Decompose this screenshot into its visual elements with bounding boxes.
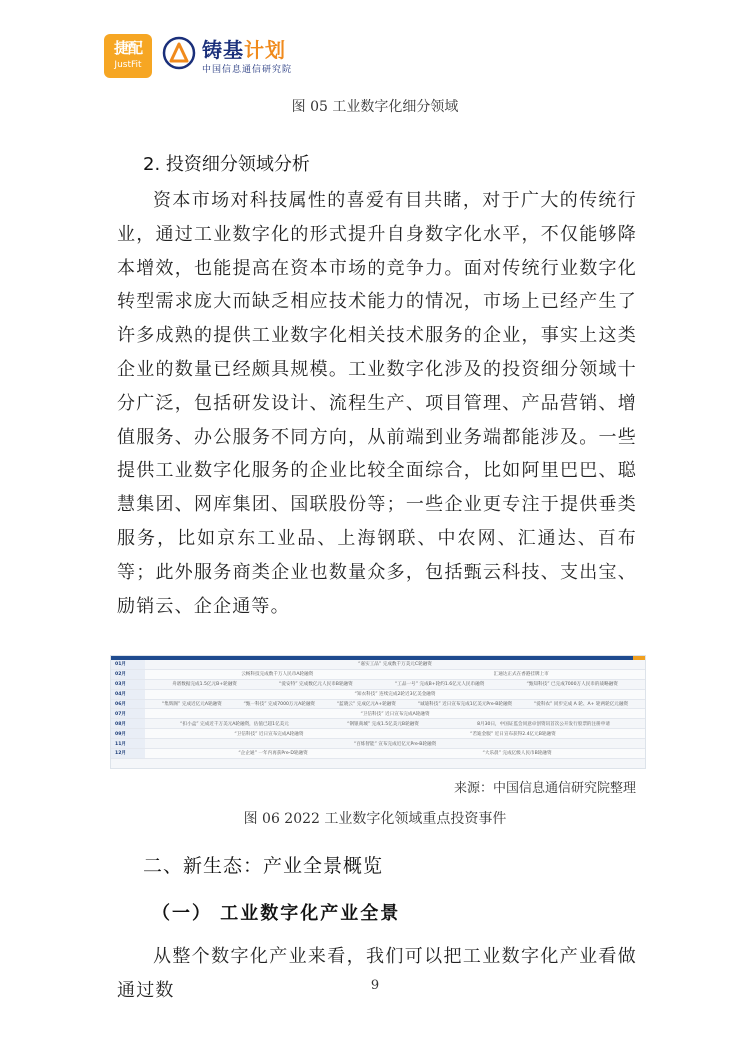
- timeline-events: [145, 701, 645, 707]
- timeline-month: 11月: [111, 739, 145, 748]
- org-title: 铸基计划: [202, 38, 286, 62]
- timeline-event: “甄一科技” 完成7000万元A轮融资: [243, 702, 316, 707]
- timeline-event: “卫信科技” 近日宣布完成A轮融资: [234, 731, 304, 737]
- timeline-month: 07月: [111, 709, 145, 718]
- timeline-event: “扣小盒” 完成近千万美元A轮融资，估值已超1亿美元: [180, 721, 289, 727]
- timeline-row: [111, 670, 645, 680]
- timeline-event: “集辉阁” 完成近亿元A轮融资: [161, 702, 222, 707]
- timeline-month: 09月: [111, 729, 145, 738]
- figure-06-caption: 图 06 2022 工业数字化领域重点投资事件: [243, 811, 507, 827]
- timeline-month: 06月: [111, 700, 145, 709]
- timeline-month: 01月: [111, 660, 145, 669]
- timeline-event: “卫信科技” 近日宣布完成A轮融资: [360, 711, 430, 717]
- timeline-event: “诚迪科技” 近日宣布完成1亿美元Pre-B轮融资: [417, 702, 513, 707]
- timeline-events: [145, 681, 645, 687]
- section-heading: 2. 投资细分领域分析: [143, 154, 310, 175]
- timeline-event: “知衣科技” 连续完成2轮近3亿美金融资: [354, 692, 436, 698]
- timeline-event: 汇通达正式在香港挂牌上市: [493, 672, 549, 678]
- timeline-event: “百炼智能” 宣布完成近亿元Pre-B轮融资: [353, 741, 437, 747]
- timeline-event: “甄知科技” 已完成7000万人民币的战略融资: [526, 682, 618, 688]
- paragraph-text: 资本市场对科技属性的喜爱有目共睹，对于广大的传统行业，通过工业数字化的形式提升自身数字化水平，不仅能够降本增效，也能提高在资本市场的竞争力。面对传统行业数字化转型需求庞大而缺乏相应技术能力的情况，市场上已经产生了许多成熟的提供工业数字化相关技术服务的企业，事实上这类企业的数量已经颇具规模。工业数字化涉及的投资细分领域十分广泛，包括研发设计、流程生产、项目管理、产品营销、增值服务、办公服务不同方向，从前端到业务端都能涉及。一些提供工业数字化服务的企业比较全面综合，比如阿里巴巴、聪慧集团、网库集团、国联股份等；一些企业更专注于提供垂类服务，比如京东工业品、上海钢联、中农网、汇通达、百布等；此外服务商类企业也数量众多，包括甄云科技、支出宝、励销云、企企通等。: [117, 190, 637, 617]
- body-paragraph-2: [117, 940, 637, 1008]
- timeline-row: [111, 749, 645, 759]
- timeline-event: “爱安特” 完成数亿元人民币B轮融资: [279, 682, 353, 688]
- sub-heading: （一） 工业数字化产业全景: [152, 903, 401, 924]
- timeline-events: [145, 671, 645, 677]
- timeline-rows: [111, 660, 645, 759]
- page-number: 9: [370, 978, 380, 993]
- timeline-events: [145, 691, 645, 697]
- timeline-events: [145, 661, 645, 667]
- timeline-row: [111, 690, 645, 700]
- timeline-row: [111, 709, 645, 719]
- timeline-event: “若迪金服” 近日宣布获得2.4亿元B轮融资: [470, 731, 556, 737]
- timeline-event: “钢银商城” 完成1.5亿美元B轮融资: [347, 721, 419, 727]
- investment-timeline-figure: [110, 655, 646, 769]
- source-note: 来源：中国信息通信研究院整理: [453, 781, 636, 796]
- timeline-events: [145, 711, 645, 717]
- org-subtitle: 中国信息通信研究院: [202, 65, 293, 75]
- figure-05-caption: 图 05 工业数字化细分领域: [291, 99, 459, 115]
- justfit-logo: [104, 34, 152, 78]
- timeline-row: [111, 680, 645, 690]
- paragraph-2-text: 从整个数字化产业来看，我们可以把工业数字化产业看做通过数: [117, 946, 637, 1001]
- timeline-event: 8月30日，中国证监会同意卓创资讯首次公开发行股票的注册申请: [477, 721, 610, 727]
- zhuji-logo-icon: [162, 36, 196, 70]
- chapter-heading: 二、新生态：产业全景概览: [143, 855, 384, 877]
- timeline-row: [111, 700, 645, 710]
- timeline-events: [145, 721, 645, 727]
- timeline-events: [145, 731, 645, 737]
- timeline-event: “爱科农” 同步完成 A 轮、A+ 轮两轮亿元融资: [533, 702, 629, 707]
- timeline-event: “大乐晨” 完成亿级人民币B轮融资: [482, 751, 552, 757]
- timeline-month: 08月: [111, 719, 145, 728]
- timeline-event: 舟谱数据完成1.5亿元B+轮融资: [172, 682, 237, 688]
- timeline-event: “企企通” 一年内再获Pre-D轮融资: [238, 751, 308, 757]
- timeline-event: “蓝晓云” 完成亿元A+轮融资: [336, 702, 396, 707]
- timeline-event: 云畅科技完成数千万人民币A轮融资: [241, 672, 314, 678]
- timeline-event: “嘉实工品” 完成数千万美元C轮融资: [358, 662, 432, 668]
- timeline-row: [111, 660, 645, 670]
- timeline-events: [145, 750, 645, 756]
- timeline-month: 03月: [111, 680, 145, 689]
- timeline-header-bar: [111, 656, 645, 660]
- timeline-month: 12月: [111, 749, 145, 758]
- body-paragraph: [117, 184, 637, 623]
- justfit-logo-cn: 捷配: [113, 39, 142, 57]
- timeline-events: [145, 741, 645, 747]
- timeline-row: [111, 719, 645, 729]
- timeline-row: [111, 729, 645, 739]
- timeline-row: [111, 739, 645, 749]
- timeline-month: 02月: [111, 670, 145, 679]
- timeline-event: “工品一号” 完成B+轮约1.6亿元人民币融资: [394, 682, 485, 688]
- timeline-month: 04月: [111, 690, 145, 699]
- justfit-logo-en: JustFit: [114, 60, 142, 70]
